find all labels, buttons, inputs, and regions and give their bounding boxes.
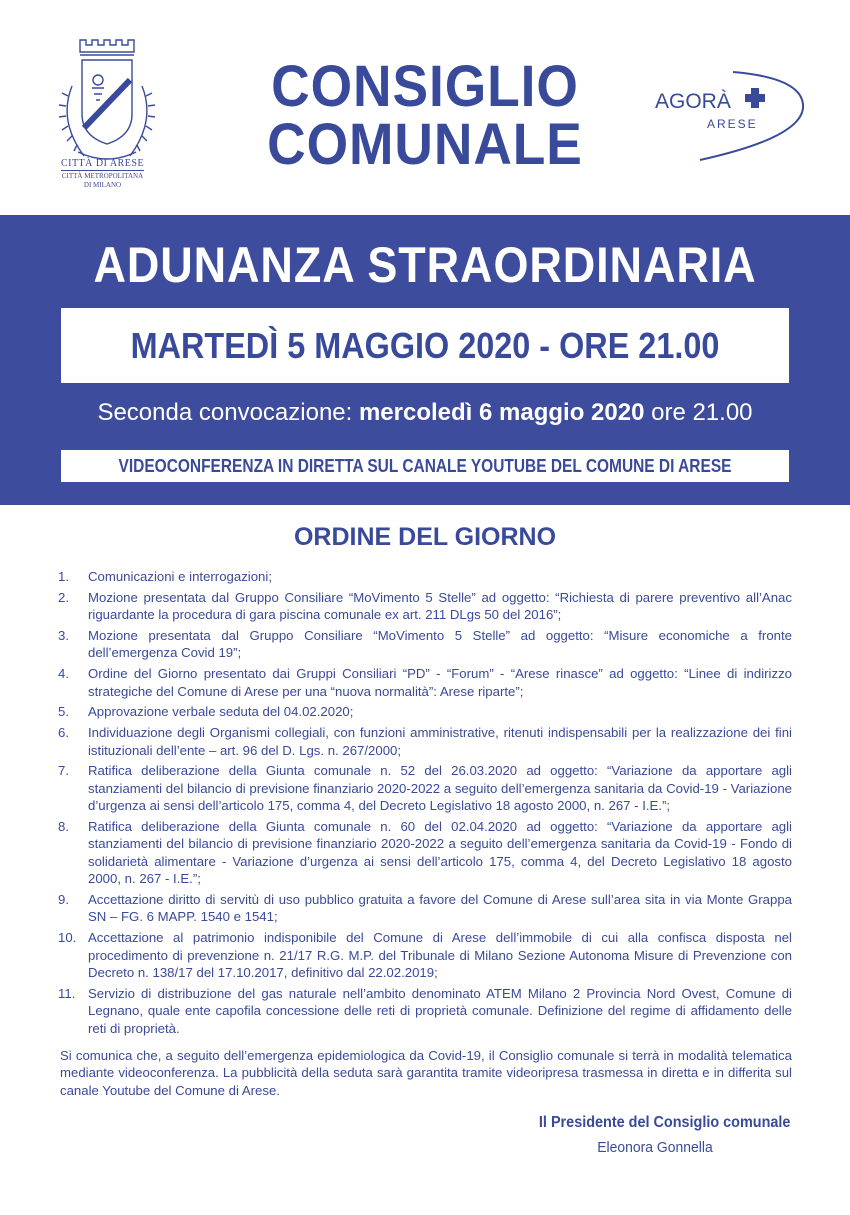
date-box [61,308,789,383]
item-text: Ratifica deliberazione della Giunta comunale n. 52 del 26.03.2020 ad oggetto: “Variazione da apportare agli stanziamenti del bilancio di previsione finanziario 2020-2022 a seguito dell’emergenza sanitaria da Covid-19 - Variazione d’urgenza ai sensi dell’articolo 175, comma 4, del Decreto Legislativo 18 agosto 2000, n. 267 - I.E.”; [88,763,792,814]
item-text: Comunicazioni e interrogazioni; [88,569,272,584]
item-text: Ratifica deliberazione della Giunta comunale n. 60 del 02.04.2020 ad oggetto: “Variazione da apportare agli stanziamenti del bilancio di previsione finanziario 2020-2022 a seguito dell’emergenza sanitaria da Covid-19 - Fondo di solidarietà alimentare - Variazione d’urgenza ai sensi dell’articolo 175, comma 4, del Decreto Legislativo 18 agosto 2000, n. 267 - I.E.”; [88,819,792,887]
list-item [58,985,792,1037]
item-text: Accettazione al patrimonio indisponibile del Comune di Arese dell’immobile di cui alla confisca disposta nel procedimento di prevenzione n. 21/17 R.G. M.P. del Tribunale di Milano Sezione Autonoma Misure di Prevenzione con Decreto n. 138/17 del 17.10.2017, definitivo dal 22.02.2019; [88,930,792,981]
item-text: Individuazione degli Organismi collegiali, con funzioni amministrative, ritenuti indispensabili per la realizzazione dei fini istituzionali dell’ente – art. 96 del D. Lgs. n. 267/2000; [88,725,792,758]
logo-text-1: AGORÀ [655,90,731,113]
page-title [218,54,632,177]
item-number: 7. [58,763,69,779]
agenda-list [58,568,792,1040]
header [0,0,850,215]
list-item [58,724,792,759]
title-line-1: CONSIGLIO [271,54,579,119]
title-line-2: COMUNALE [267,112,583,177]
item-text: Accettazione diritto di servitù di uso pubblico gratuita a favore del Comune di Arese sull’area sita in via Monte Grappa SN – FG. 6 MAPP. 1540 e 1541; [88,892,792,925]
second-suffix: ore 21.00 [644,399,753,426]
agenda-title: ORDINE DEL GIORNO [293,523,557,551]
list-item [58,929,792,981]
video-box [61,450,789,482]
list-item [58,627,792,662]
crest-city: CITTÀ DI ARESE [60,158,145,169]
second-date: mercoledì 6 maggio 2020 [358,399,645,426]
item-number: 5. [58,704,69,720]
band-heading: ADUNANZA STRAORDINARIA [93,237,757,293]
second-convocation [0,398,850,428]
list-item [58,818,792,888]
item-number: 6. [58,725,69,741]
item-number: 3. [58,628,69,643]
notice-paragraph: Si comunica che, a seguito dell’emergenza epidemiologica da Covid-19, il Consiglio comunale si terrà in modalità telematica mediante videoconferenza. La pubblicità della seduta sarà garantita tramite videoripresa trasmessa in diretta e in differita sul canale Youtube del Comune di Arese. [60,1048,792,1098]
item-number: 2. [58,589,69,605]
crest-sub-1: CITTÀ METROPOLITANA [61,172,144,180]
item-number: 9. [58,892,69,908]
list-item [58,762,792,814]
item-number: 11. [58,985,76,1001]
item-number: 1. [58,569,69,584]
logo-text-2: ARESE [707,117,758,131]
item-text: Ordine del Giorno presentato dai Gruppi Consiliari “PD” - “Forum” - “Arese rinasce” ad oggetto: “Linee di indirizzo strategiche del Comune di Arese per una “nuova normalità”: Arese riparte”; [88,666,792,699]
list-item [58,703,792,720]
second-prefix: Seconda convocazione: [97,399,359,426]
video-notice: VIDEOCONFERENZA IN DIRETTA SUL CANALE YOUTUBE DEL COMUNE DI ARESE [118,456,732,476]
signature-name: Eleonora Gonnella [597,1139,713,1156]
list-item [58,665,792,700]
item-number: 8. [58,819,69,835]
item-text: Mozione presentata dal Gruppo Consiliare “MoVimento 5 Stelle” ad oggetto: “Misure economiche a fronte dell’emergenza Covid 19”; [88,628,792,661]
item-number: 10. [58,930,77,946]
item-number: 4. [58,666,69,682]
agora-logo-icon [655,68,810,163]
meeting-date: MARTEDÌ 5 MAGGIO 2020 - ORE 21.00 [130,325,720,366]
list-item [58,568,792,585]
list-item [58,589,792,624]
list-item [58,891,792,926]
item-text: Servizio di distribuzione del gas naturale nell’ambito denominato ATEM Milano 2 Provincia Nord Ovest, Comune di Legnano, quale ente capofila concessione delle reti di proprietà comunale. Definizione del regime di affidamento delle reti di proprietà. [88,985,792,1036]
signature-role: Il Presidente del Consiglio comunale [538,1114,790,1131]
item-text: Approvazione verbale seduta del 04.02.2020; [88,704,354,720]
item-text: Mozione presentata dal Gruppo Consiliare “MoVimento 5 Stelle” ad oggetto: “Richiesta di parere preventivo all’Anac riguardante la procedura di gara piscina comunale ex art. 211 DLgs 50 del 2016”; [88,589,792,623]
crest-sub-2: DI MILANO [83,181,122,189]
crest-caption [40,153,165,189]
announcement-band [0,215,850,505]
